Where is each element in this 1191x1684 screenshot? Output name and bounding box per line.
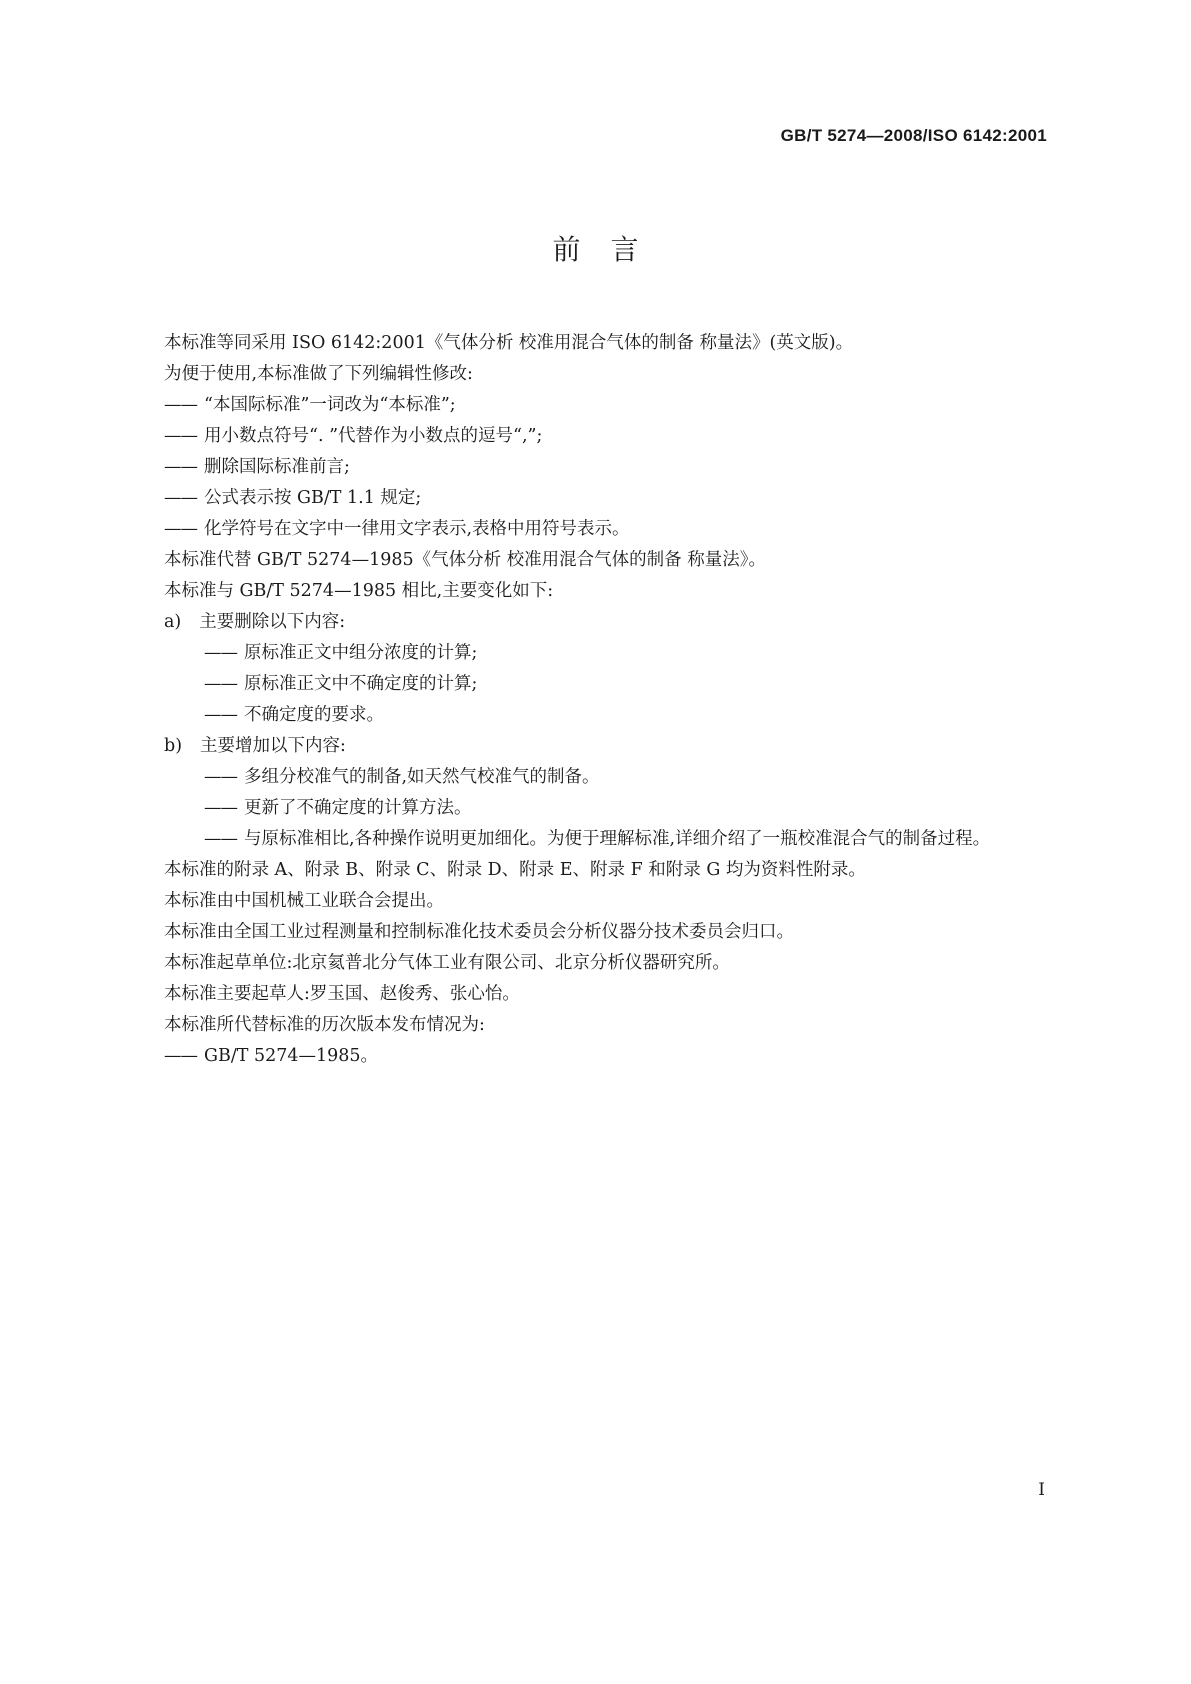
list-item-text: 与原标准相比,各种操作说明更加细化。为便于理解标准,详细介绍了一瓶校准混合气的制备过程。 [244, 829, 991, 849]
list-item [164, 669, 1048, 700]
dash-marker: —— [204, 674, 237, 694]
list-item-text: 删除国际标准前言; [204, 457, 350, 477]
paragraph-replaces: 本标准代替 GB/T 5274—1985《气体分析 校准用混合气体的制备 称量法》。 [164, 550, 766, 570]
paragraph-adoption: 本标准等同采用 ISO 6142:2001《气体分析 校准用混合气体的制备 称量法》(英文版)。 [164, 333, 854, 353]
list-text-a: 主要删除以下内容: [199, 612, 346, 632]
dash-marker: —— [204, 705, 237, 725]
standard-number: GB/T 5274—2008/ISO 6142:2001 [780, 126, 1047, 145]
list-item [164, 483, 1048, 514]
dash-marker: —— [164, 1046, 197, 1066]
list-item-b [164, 731, 1048, 762]
foreword-body [164, 328, 1048, 1072]
paragraph-edits-intro: 为便于使用,本标准做了下列编辑性修改: [164, 364, 473, 384]
list-item [164, 452, 1048, 483]
list-item [164, 638, 1048, 669]
list-item-text: 原标准正文中不确定度的计算; [244, 674, 478, 694]
paragraph-proposer: 本标准由中国机械工业联合会提出。 [164, 891, 444, 911]
dash-marker: —— [164, 519, 197, 539]
list-item [164, 390, 1048, 421]
list-item-text: 原标准正文中组分浓度的计算; [244, 643, 478, 663]
paragraph-changes-intro: 本标准与 GB/T 5274—1985 相比,主要变化如下: [164, 581, 554, 601]
list-item-text: 不确定度的要求。 [244, 705, 384, 725]
list-label-a: a) [164, 612, 182, 632]
dash-marker: —— [204, 798, 237, 818]
list-item [164, 762, 1048, 793]
list-item-text: GB/T 5274—1985。 [204, 1046, 379, 1066]
list-item-text: 公式表示按 GB/T 1.1 规定; [204, 488, 422, 508]
dash-marker: —— [204, 829, 237, 849]
list-item-text: “本国际标准”一词改为“本标准”; [204, 395, 456, 415]
list-label-b: b) [164, 736, 183, 756]
list-text-b: 主要增加以下内容: [200, 736, 346, 756]
list-item [164, 700, 1048, 731]
list-item [164, 421, 1048, 452]
list-item [164, 514, 1048, 545]
list-item-a [164, 607, 1048, 638]
list-item [164, 1041, 1048, 1072]
list-item-text: 化学符号在文字中一律用文字表示,表格中用符号表示。 [204, 519, 630, 539]
paragraph-history-intro: 本标准所代替标准的历次版本发布情况为: [164, 1015, 485, 1035]
dash-marker: —— [164, 395, 197, 415]
list-item [164, 793, 1048, 824]
list-item-text: 多组分校准气的制备,如天然气校准气的制备。 [244, 767, 600, 787]
paragraph-drafters: 本标准主要起草人:罗玉国、赵俊秀、张心怡。 [164, 984, 520, 1004]
dash-marker: —— [204, 767, 237, 787]
paragraph-committee: 本标准由全国工业过程测量和控制标准化技术委员会分析仪器分技术委员会归口。 [164, 922, 794, 942]
paragraph-annexes: 本标准的附录 A、附录 B、附录 C、附录 D、附录 E、附录 F 和附录 G 均为资料性附录。 [164, 860, 866, 880]
list-item [164, 824, 1048, 855]
paragraph-drafting-units: 本标准起草单位:北京氦普北分气体工业有限公司、北京分析仪器研究所。 [164, 953, 730, 973]
dash-marker: —— [164, 488, 197, 508]
page-number: I [1038, 1480, 1045, 1500]
dash-marker: —— [204, 643, 237, 663]
list-item-text: 用小数点符号“. ”代替作为小数点的逗号“,”; [204, 426, 543, 446]
dash-marker: —— [164, 457, 197, 477]
page-title: 前言 [552, 233, 669, 266]
list-item-text: 更新了不确定度的计算方法。 [244, 798, 472, 818]
dash-marker: —— [164, 426, 197, 446]
